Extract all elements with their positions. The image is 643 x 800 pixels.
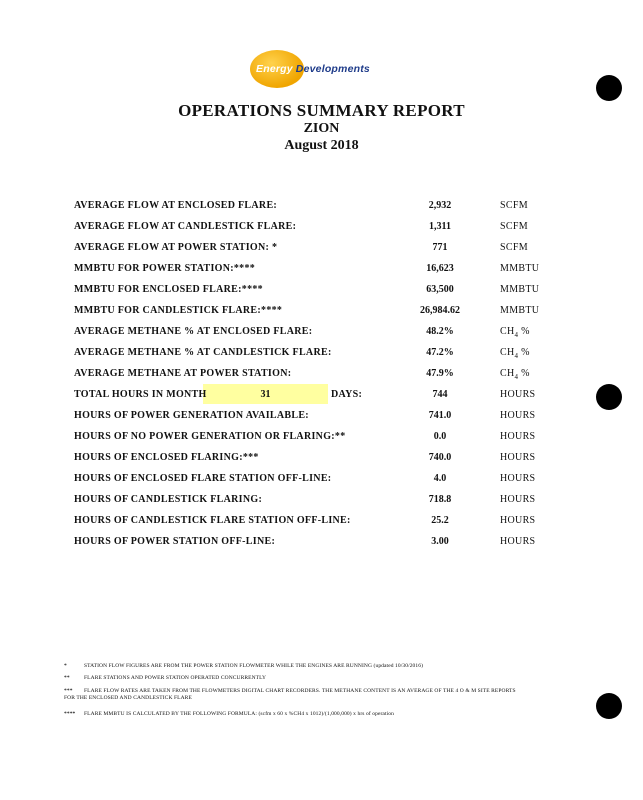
row-unit: MMBTU xyxy=(500,284,540,295)
row-unit: SCFM xyxy=(500,242,528,253)
row-label: MMBTU FOR POWER STATION:**** xyxy=(74,263,256,274)
row-unit: HOURS xyxy=(500,473,536,484)
row-unit: HOURS xyxy=(500,389,536,400)
row-label: AVERAGE METHANE AT POWER STATION: xyxy=(74,368,292,379)
logo-word-developments: Developments xyxy=(295,63,370,75)
row-label: TOTAL HOURS IN MONTH xyxy=(74,389,207,400)
footnote-text: FLARE FLOW RATES ARE TAKEN FROM THE FLOWMETERS DIGITAL CHART RECORDERS. THE METHANE CONTENT IS AN AVERAGE OF THE 4 O & M SITE REPORTS xyxy=(84,688,516,694)
row-unit: SCFM xyxy=(500,200,528,211)
footnote xyxy=(64,663,574,670)
summary-row xyxy=(0,473,643,491)
month-days-value: 31 xyxy=(260,389,271,400)
row-label: MMBTU FOR CANDLESTICK FLARE:**** xyxy=(74,305,283,316)
footnote-marker: ** xyxy=(64,675,70,681)
row-unit: HOURS xyxy=(500,536,536,547)
summary-row xyxy=(0,431,643,449)
row-label: HOURS OF CANDLESTICK FLARING: xyxy=(74,494,263,505)
row-value: 16,623 xyxy=(426,263,454,274)
row-label: AVERAGE FLOW AT ENCLOSED FLARE: xyxy=(74,200,278,211)
row-value: 47.9% xyxy=(426,368,454,379)
logo-text xyxy=(256,63,370,75)
row-unit: HOURS xyxy=(500,452,536,463)
footnote-marker: **** xyxy=(64,711,76,717)
row-value: 1,311 xyxy=(429,221,451,232)
footnote xyxy=(64,711,574,718)
summary-row xyxy=(0,410,643,428)
row-label: AVERAGE FLOW AT POWER STATION: * xyxy=(74,242,278,253)
energy-developments-logo xyxy=(250,50,390,90)
row-unit: HOURS xyxy=(500,515,536,526)
summary-row xyxy=(0,221,643,239)
footnote xyxy=(64,675,574,682)
row-value: 47.2% xyxy=(426,347,454,358)
row-label: AVERAGE FLOW AT CANDLESTICK FLARE: xyxy=(74,221,297,232)
row-label: HOURS OF ENCLOSED FLARE STATION OFF-LINE: xyxy=(74,473,332,484)
punch-hole-icon xyxy=(596,693,622,719)
footnote xyxy=(64,688,574,702)
days-label: DAYS: xyxy=(331,389,363,400)
row-unit: HOURS xyxy=(500,431,536,442)
row-label: AVERAGE METHANE % AT CANDLESTICK FLARE: xyxy=(74,347,332,358)
row-value: 4.0 xyxy=(433,473,447,484)
row-label: AVERAGE METHANE % AT ENCLOSED FLARE: xyxy=(74,326,313,337)
row-value: 741.0 xyxy=(428,410,452,421)
row-label: HOURS OF POWER STATION OFF-LINE: xyxy=(74,536,276,547)
row-value: 744 xyxy=(432,389,448,400)
row-value: 740.0 xyxy=(428,452,452,463)
footnote-text: FLARE MMBTU IS CALCULATED BY THE FOLLOWING FORMULA: (scfm x 60 x %CH4 x 1012)/(1,000,000) x hrs of operation xyxy=(84,711,394,717)
row-label: HOURS OF POWER GENERATION AVAILABLE: xyxy=(74,410,309,421)
site-name: ZION xyxy=(303,121,340,136)
row-value: 25.2 xyxy=(431,515,449,526)
footnote-text: FLARE STATIONS AND POWER STATION OPERATED CONCURRENTLY xyxy=(84,675,267,681)
punch-hole-icon xyxy=(596,75,622,101)
summary-row xyxy=(0,452,643,470)
summary-row xyxy=(0,200,643,218)
summary-row xyxy=(0,242,643,260)
logo-word-energy: Energy xyxy=(256,63,293,75)
summary-row xyxy=(0,536,643,554)
row-unit: $CH_4$ % xyxy=(500,368,530,381)
footnote-continuation: FOR THE ENCLOSED AND CANDLESTICK FLARE xyxy=(64,695,192,701)
summary-row xyxy=(0,326,643,344)
footnote-marker: * xyxy=(64,663,67,669)
report-period: August 2018 xyxy=(284,138,359,153)
row-value: 771 xyxy=(432,242,448,253)
summary-row xyxy=(0,347,643,365)
summary-row xyxy=(0,494,643,512)
row-value: 718.8 xyxy=(428,494,452,505)
footnote-marker: *** xyxy=(64,688,73,694)
row-value: 0.0 xyxy=(433,431,447,442)
footnote-text: STATION FLOW FIGURES ARE FROM THE POWER STATION FLOWMETER WHILE THE ENGINES ARE RUNNING (updated 10/30/2016) xyxy=(84,663,424,669)
summary-row xyxy=(0,263,643,281)
row-unit: HOURS xyxy=(500,410,536,421)
row-unit: $CH_4$ % xyxy=(500,326,530,339)
summary-row-total-hours xyxy=(0,389,643,407)
row-label: HOURS OF ENCLOSED FLARING:*** xyxy=(74,452,259,463)
row-unit: HOURS xyxy=(500,494,536,505)
row-value: 63,500 xyxy=(426,284,454,295)
row-value: 3.00 xyxy=(431,536,449,547)
row-unit: MMBTU xyxy=(500,305,540,316)
row-value: 26,984.62 xyxy=(420,305,460,316)
row-label: HOURS OF NO POWER GENERATION OR FLARING:** xyxy=(74,431,346,442)
row-value: 2,932 xyxy=(428,200,452,211)
report-title: OPERATIONS SUMMARY REPORT xyxy=(178,101,465,120)
summary-row xyxy=(0,305,643,323)
summary-row xyxy=(0,515,643,533)
row-unit: MMBTU xyxy=(500,263,540,274)
row-label: MMBTU FOR ENCLOSED FLARE:**** xyxy=(74,284,263,295)
summary-row xyxy=(0,284,643,302)
row-value: 48.2% xyxy=(426,326,454,337)
row-unit: $CH_4$ % xyxy=(500,347,530,360)
row-label: HOURS OF CANDLESTICK FLARE STATION OFF-LINE: xyxy=(74,515,351,526)
row-unit: SCFM xyxy=(500,221,528,232)
